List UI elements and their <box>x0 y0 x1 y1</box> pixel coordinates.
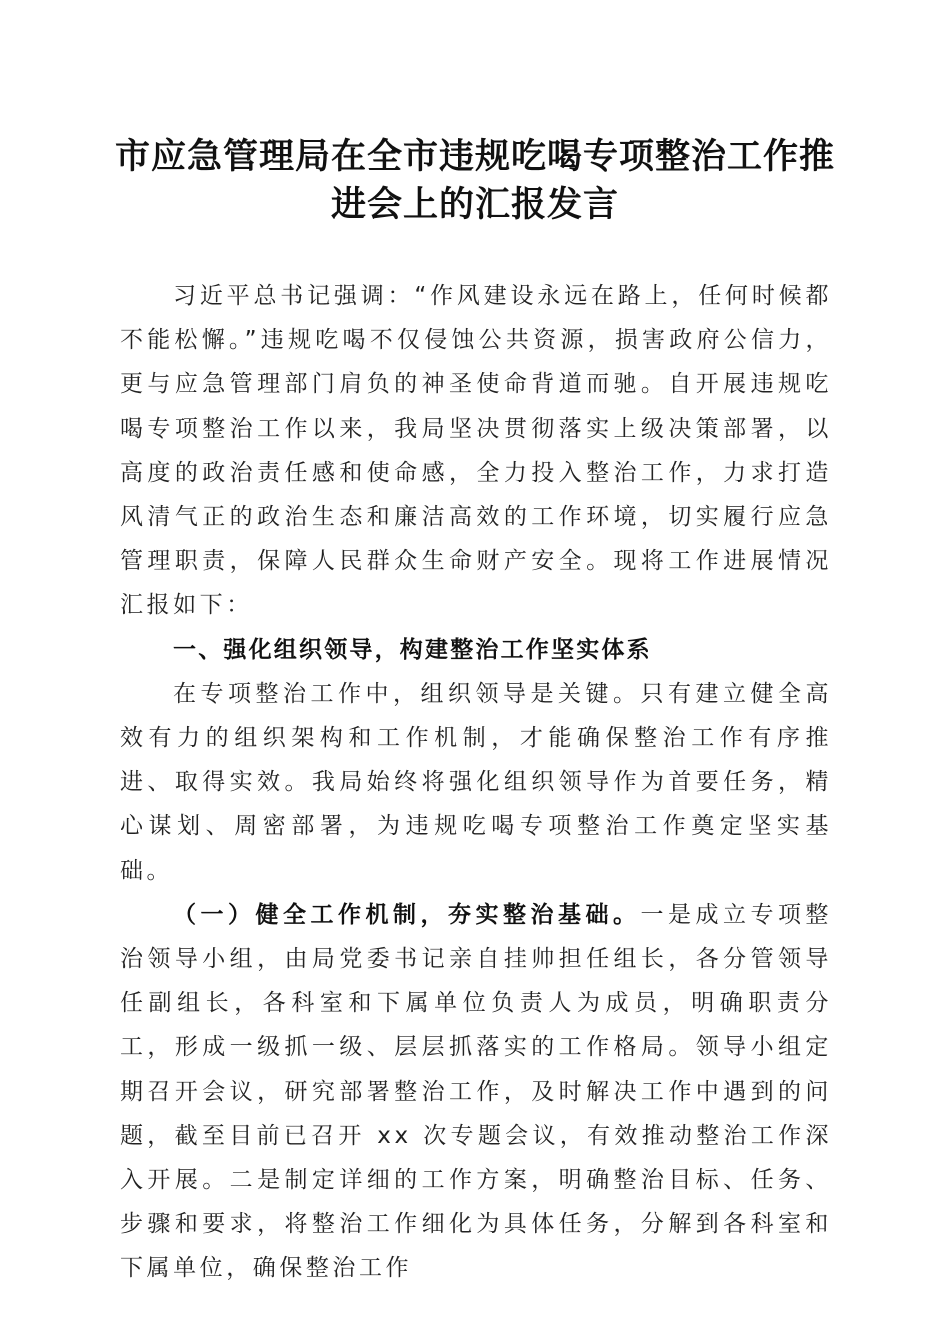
subsection-1-lead: （一）健全工作机制，夯实整治基础。 <box>173 901 641 928</box>
section-1-intro-paragraph: 在专项整治工作中，组织领导是关键。只有建立健全高效有力的组织架构和工作机制，才能确保整治工作有序推进、取得实效。我局始终将强化组织领导作为首要任务，精心谋划、周密部署，为违规吃喝专项整治工作奠定坚实基础。 <box>120 680 832 884</box>
document-title: 市应急管理局在全市违规吃喝专项整治工作推进会上的汇报发言 <box>114 136 835 225</box>
section-heading-1: 一、强化组织领导，构建整治工作坚实体系 <box>173 636 652 663</box>
subsection-1-paragraph <box>120 893 832 1291</box>
subsection-1-text: 一是成立专项整治领导小组，由局党委书记亲自挂帅担任组长，各分管领导任副组长，各科室和下属单位负责人为成员，明确职责分工，形成一级抓一级、层层抓落实的工作格局。领导小组定期召开会议，研究部署整治工作，及时解决工作中遇到的问题，截至目前已召开 xx 次专题会议，有效推动整治工作深入开展。二是制定详细的工作方案，明确整治目标、任务、步骤和要求，将整治工作细化为具体任务，分解到各科室和下属单位，确保整治工作 <box>120 901 832 1282</box>
document-body <box>120 274 832 1291</box>
intro-paragraph: 习近平总书记强调：“作风建设永远在路上，任何时候都不能松懈。”违规吃喝不仅侵蚀公共资源，损害政府公信力，更与应急管理部门肩负的神圣使命背道而驰。自开展违规吃喝专项整治工作以来，我局坚决贯彻落实上级决策部署，以高度的政治责任感和使命感，全力投入整治工作，力求打造风清气正的政治生态和廉洁高效的工作环境，切实履行应急管理职责，保障人民群众生命财产安全。现将工作进展情况汇报如下： <box>120 283 832 619</box>
